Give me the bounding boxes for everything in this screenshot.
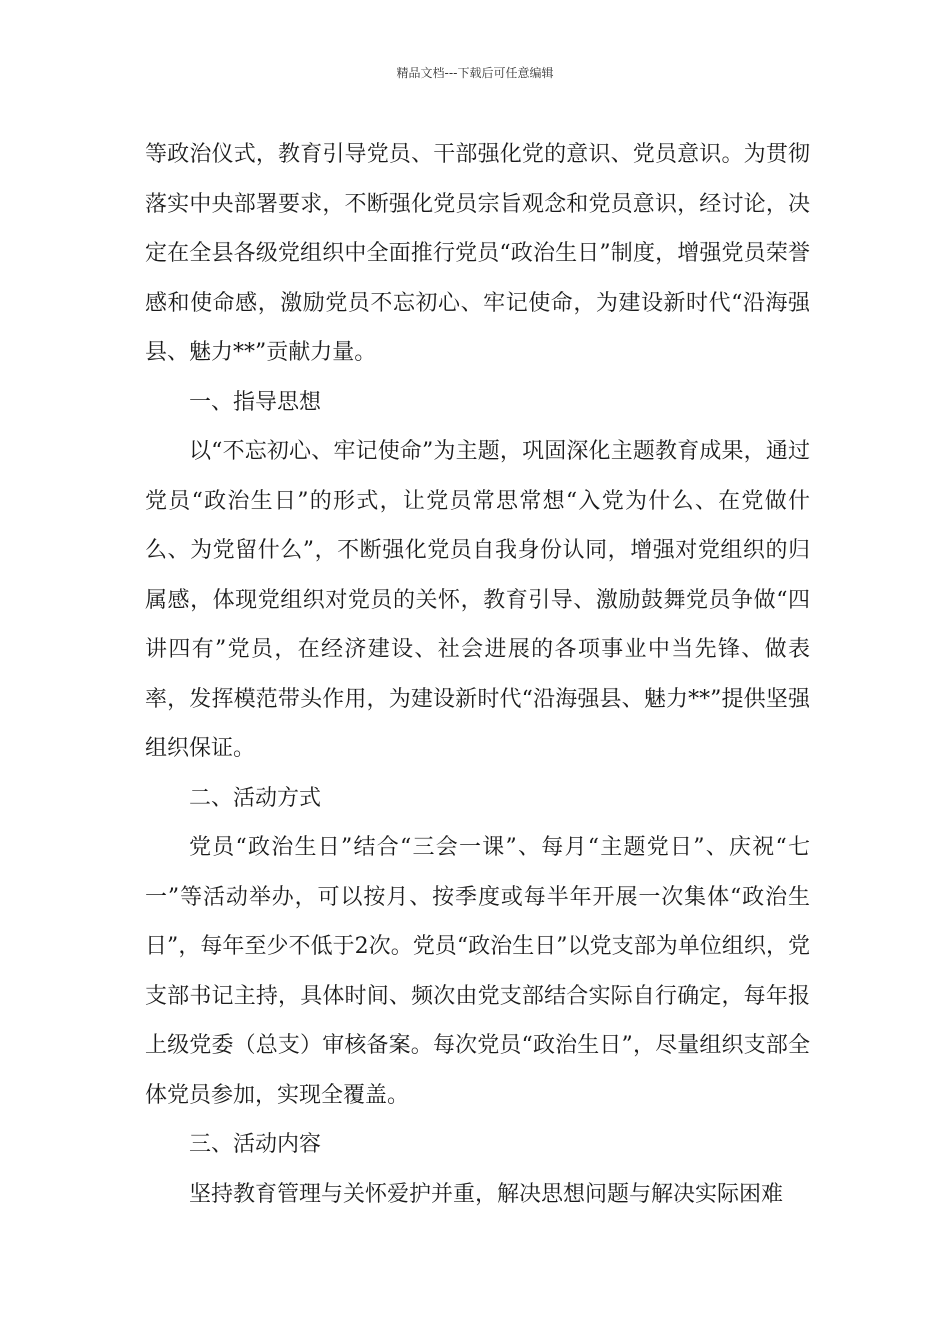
section-heading-activity-content: 三、活动内容 bbox=[189, 1132, 322, 1157]
page-header: 精品文档---下载后可任意编辑 bbox=[396, 66, 554, 80]
paragraph-activity-method: 党员“政治生日”结合“三会一课”、每月“主题党日”、庆祝“七一”等活动举办，可以按月、按季度或每半年开展一次集体“政治生日”，每年至少不低于2次。党员“政治生日”以党支部为单位组织，党支部书记主持，具体时间、频次由党支部结合实际自行确定，每年报上级党委（总支）审核备案。每次党员“政治生日”，尽量组织支部全体党员参加，实现全覆盖。 bbox=[145, 835, 810, 1108]
paragraph-activity-content: 坚持教育管理与关怀爱护并重，解决思想问题与解决实际困难 bbox=[189, 1181, 784, 1207]
section-heading-activity-method: 二、活动方式 bbox=[189, 785, 322, 811]
document-body bbox=[145, 130, 810, 1219]
paragraph-intro: 等政治仪式，教育引导党员、干部强化党的意识、党员意识。为贯彻落实中央部署要求，不断强化党员宗旨观念和党员意识，经讨论，决定在全县各级党组织中全面推行党员“政治生日”制度，增强党员荣誉感和使命感，激励党员不忘初心、牢记使命，为建设新时代“沿海强县、魅力**”贡献力量。 bbox=[145, 142, 810, 365]
section-heading-guiding-thought: 一、指导思想 bbox=[189, 389, 322, 415]
paragraph-guiding-thought: 以“不忘初心、牢记使命”为主题，巩固深化主题教育成果，通过党员“政治生日”的形式，让党员常思常想“入党为什么、在党做什么、为党留什么”，不断强化党员自我身份认同，增强对党组织的归属感，体现党组织对党员的关怀，教育引导、激励鼓舞党员争做“四讲四有”党员，在经济建设、社会进展的各项事业中当先锋、做表率，发挥模范带头作用，为建设新时代“沿海强县、魅力**”提供坚强组织保证。 bbox=[145, 439, 810, 761]
